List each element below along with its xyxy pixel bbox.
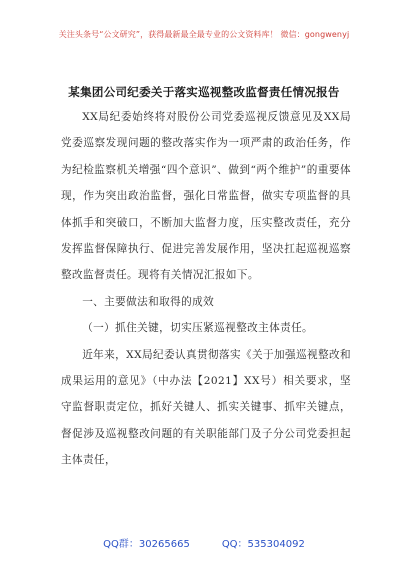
qq-contact-text: QQ：535304092 bbox=[221, 539, 305, 550]
intro-paragraph: XX局纪委始终将对股份公司党委巡视反馈意见及XX局党委巡察发现问题的整改落实作为一项严肃的政治任务，作为纪检监察机关增强“四个意识”、做到“两个维护”的重要体现，作为突出政治监督，强化日常监督，做实专项监督的具体抓手和突破口，不断加大监督力度，压实整改责任，充分发挥监督保障执行、促进完善发展作用，坚决扛起巡视巡察整改监督责任。现将有关情况汇报如下。 bbox=[61, 111, 351, 282]
qq-group-text: QQ群：30265665 bbox=[103, 539, 190, 550]
body-paragraph: 近年来，XX局纪委认真贯彻落实《关于加强巡视整改和成果运用的意见》（中办法【2021】XX号）相关要求，坚守监督职责定位，抓好关键人、抓实关键事、抓牢关键点，督促涉及巡视整改问题的有关职能部门及子分公司党委担起主体责任， bbox=[61, 348, 351, 467]
document-title: 某集团公司纪委关于落实巡视整改监督责任情况报告 bbox=[68, 85, 340, 99]
subsection-heading: （一）抓住关键，切实压紧巡视整改主体责任。 bbox=[82, 322, 314, 335]
footer-contacts bbox=[0, 535, 408, 550]
section-heading: 一、主要做法和取得的成效 bbox=[82, 295, 215, 308]
document-body bbox=[61, 104, 351, 474]
header-banner: 关注头条号“公文研究”，获得最新最全最专业的公文资料库！ 微信：gongwenyj bbox=[58, 30, 350, 39]
